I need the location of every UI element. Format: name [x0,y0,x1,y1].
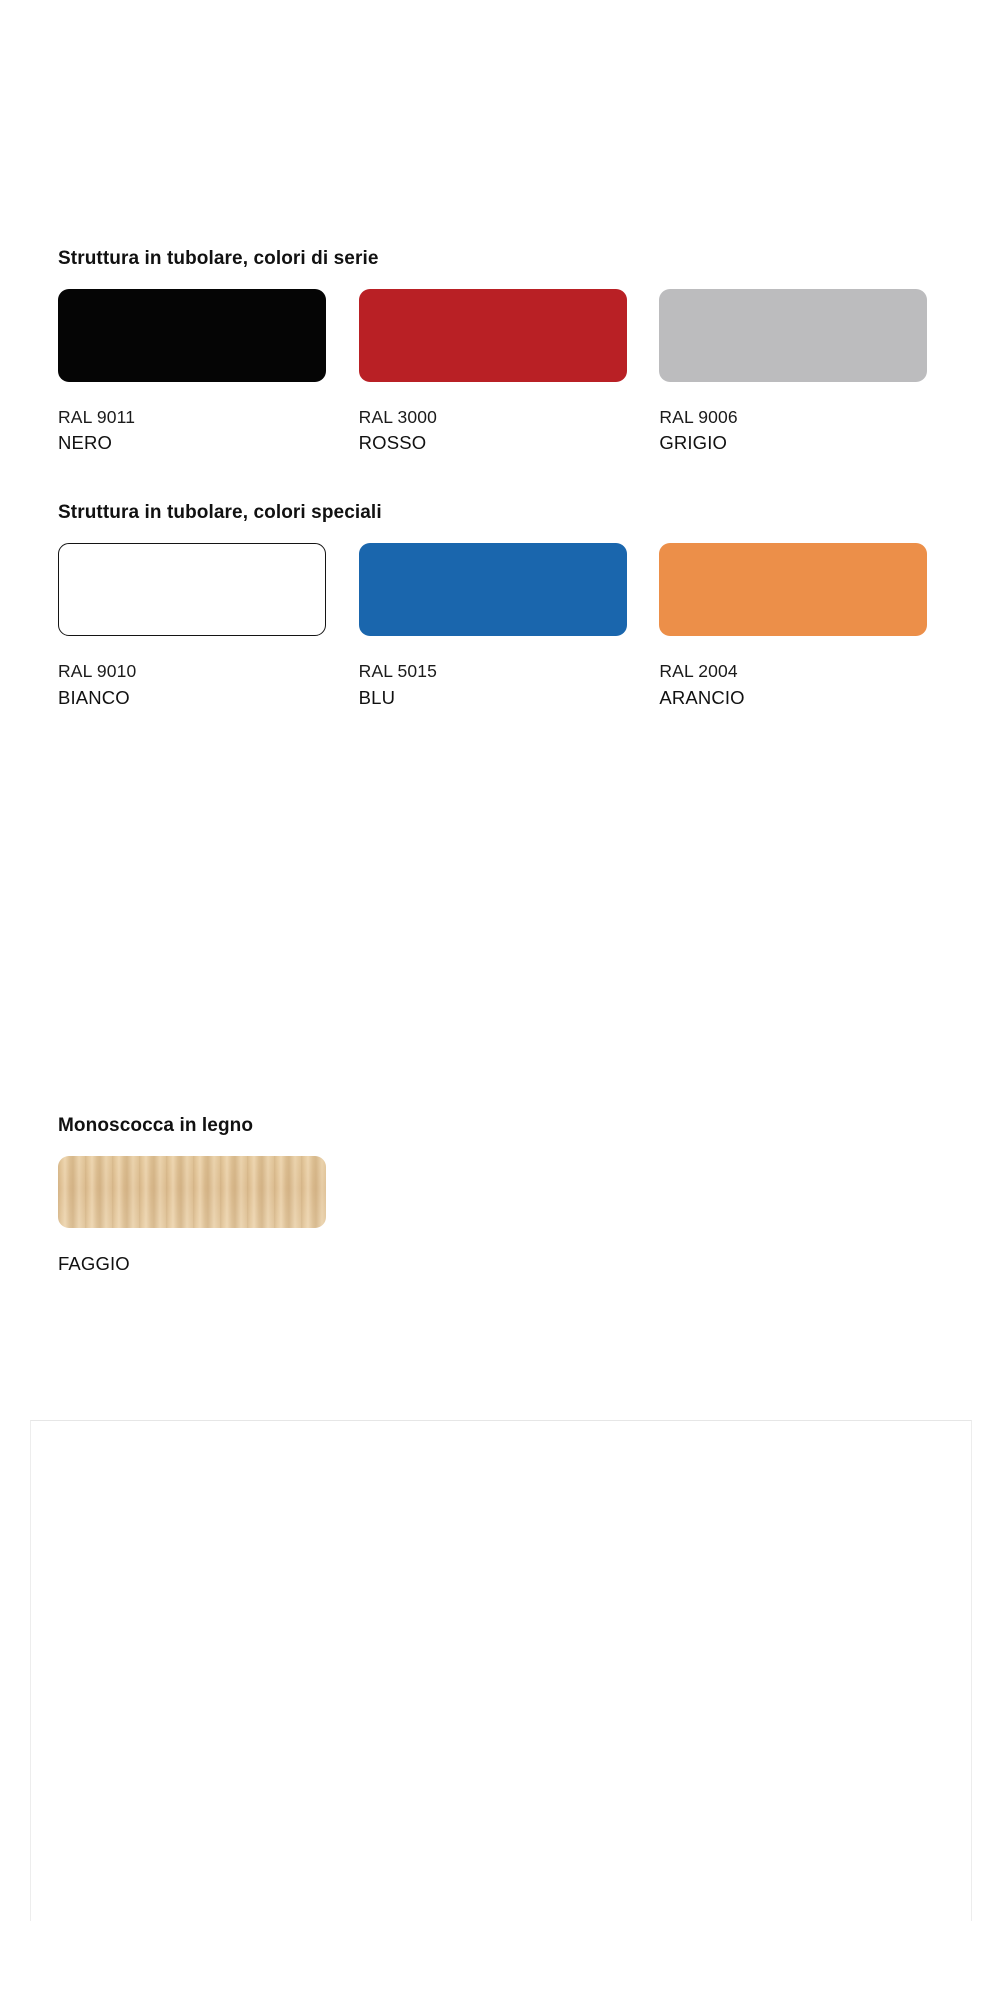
swatch-name: BIANCO [58,686,130,708]
section-struttura-serie [58,248,960,456]
swatch-code: RAL 3000 [358,406,438,427]
wood-swatch [58,1156,326,1228]
swatch-row [58,543,960,711]
swatch-name: NERO [58,432,113,454]
section-monoscocca-legno [58,1115,960,1277]
section-spacer [58,456,960,502]
swatch-code: RAL 9011 [58,406,136,427]
swatch-code: RAL 9010 [58,661,137,682]
swatch-item-arancio [659,543,960,711]
swatch-item-rosso [359,289,660,457]
swatch-name: ARANCIO [659,686,745,708]
section-title: Monoscocca in legno [58,1114,254,1136]
color-swatch [58,289,326,382]
swatch-code: RAL 9006 [659,406,738,427]
page-margin-left [0,0,28,2000]
section-struttura-speciali [58,502,960,710]
color-chart-content [58,248,960,1277]
swatch-code: RAL 5015 [358,661,438,682]
section-title: Struttura in tubolare, colori di serie [58,248,379,269]
swatch-item-nero [58,289,359,457]
swatch-name: ROSSO [358,432,427,454]
swatch-name: BLU [358,686,396,708]
bottom-panel [30,1420,972,1921]
color-swatch [359,543,627,636]
bottom-panel-inner [32,1422,970,1882]
page-margin-right [972,0,1000,2000]
color-swatch [659,543,927,636]
color-swatch [58,543,326,636]
swatch-name: GRIGIO [659,432,728,454]
color-swatch [359,289,627,382]
color-swatch [659,289,927,382]
swatch-item-grigio [659,289,960,457]
swatch-row [58,289,960,457]
swatch-name: FAGGIO [58,1252,130,1274]
swatch-item-blu [359,543,660,711]
swatch-item-bianco [58,543,359,711]
swatch-code: RAL 2004 [659,661,738,682]
swatch-row [58,1156,960,1277]
section-title: Struttura in tubolare, colori speciali [58,502,382,524]
swatch-item-faggio [58,1156,370,1277]
